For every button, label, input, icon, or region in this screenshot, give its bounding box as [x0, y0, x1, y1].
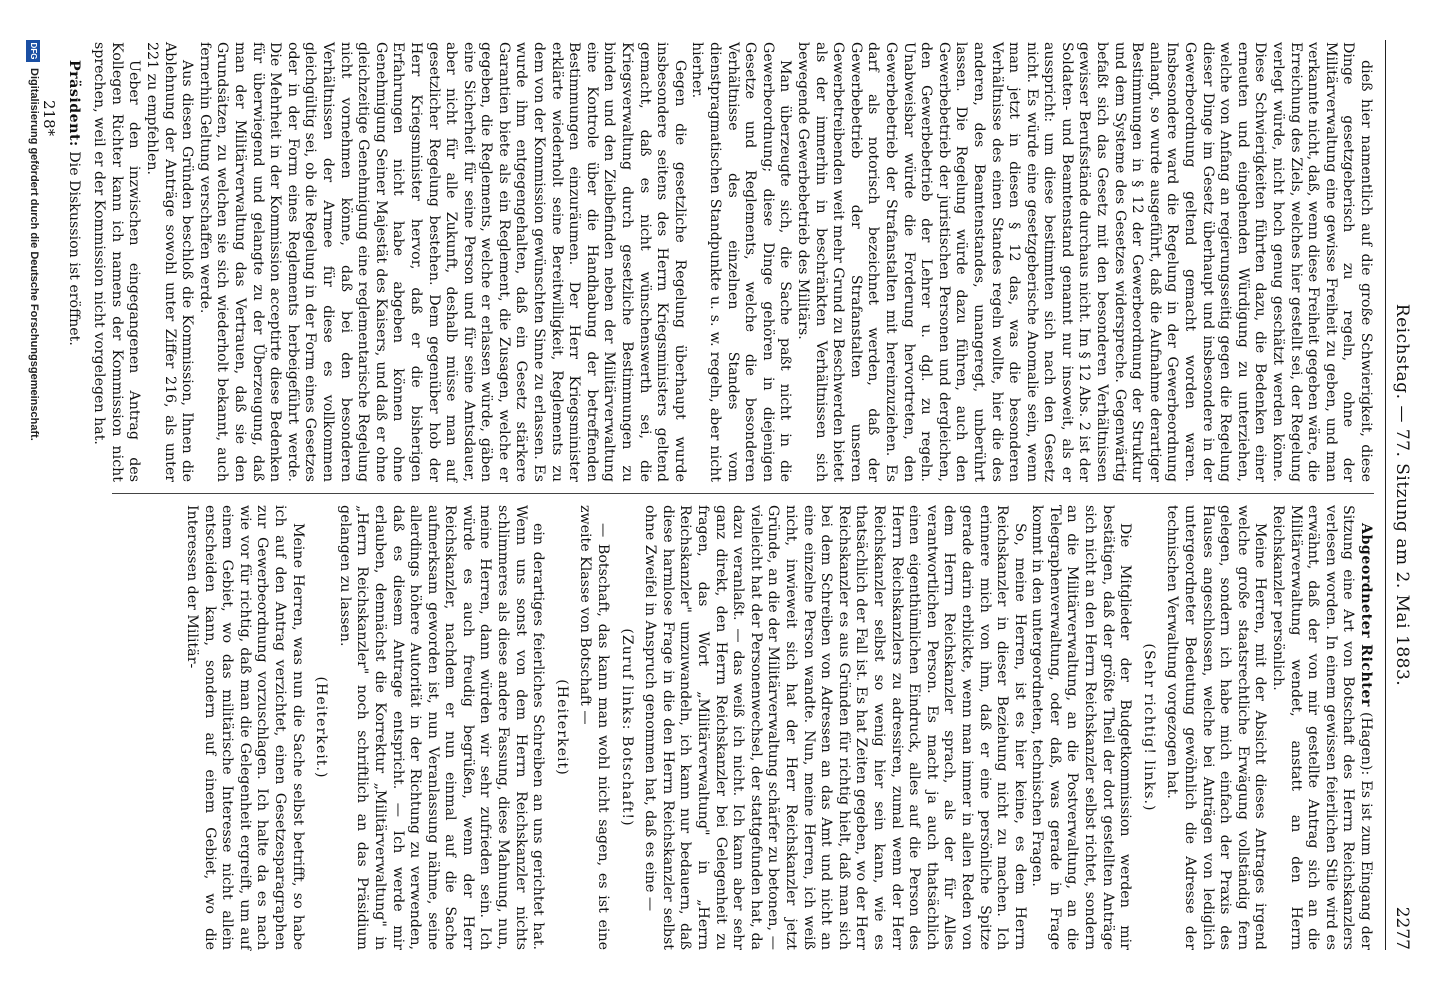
- left-paragraph-1: dieß hier namentlich auf die große Schwierigkeit, diese Dinge gesetzgeberisch zu regeln, ohne der Militärverwaltung eine gewisse Freiheit zu geben, und man verkannte nicht, daß, wenn diese Freiheit gegeben wäre, die Erreichung des Ziels, welches hier gestellt sei, der Regelung verlegt würde, nicht hoch genug geschätzt werden könne. Diese Schwierigkeiten führten dazu, die Bedenken einer erneuten und eingehenden Würdigung zu unterziehen, welche von Anfang an regierungsseitig gegen die Regelung dieser Dinge im Gesetz überhaupt und insbesondere in der Gewerbeordnung geltend gemacht worden waren. Insbesondere ward die Regelung in der Gewerbeordnung anlangt, so wurde ausgeführt, daß die Aufnahme derartiger Bestimmungen in § 12 der Gewerbeordnung der Struktur und dem Systeme des Gesetzes widerspreche. Gegenwärtig befaßt sich das Gesetz mit den besonderen Verhältnissen gewisser Berufsstände durchaus nicht. Im § 12 Abs. 2 ist der Soldaten- und Beamtenstand genannt nur insoweit, als er ausspricht: um diese bestimmten sich nach den Gesetz nicht. Es würde eine gesetzgeberische Anomalie sein, wenn man jetzt in diesen § 12 das, was die besonderen Verhältnisse des einen Standes regeln wollte, hier die des anderen, des Beamtenstandes, unangeregt, unberührt lassen. Die Regelung würde dazu führen, auch den Gewerbebetrieb der juristischen Personen und dergleichen, den Gewerbebetrieb der Lehrer u. dgl. zu regeln. Unabweisbar würde die Forderung hervortreten, den Gewerbebetrieb der Strafanstalten mit hereinzuziehen. Es darf als notorisch bezeichnet werden, daß der Gewerbebetrieb der Strafanstalten unseren Gewerbetreibenden weit mehr Grund zu Beschwerden bietet als der immerhin in beschränkten Verhältnissen sich bewegende Gewerbebetrieb des Militärs.: [795, 42, 1374, 482]
- digitization-note: Digitalisierung gefördert durch die Deutsche Forschungsgemeinschaft.: [28, 68, 40, 441]
- interjection-1: (Sehr richtig! links.): [1140, 643, 1157, 812]
- right-paragraph-11: Meine Herren, was nun die Sache selbst betrifft, so habe ich auf den Antrag verzichtet, einen Gesetzesparagraphen zur Gewerbeordnung vorzuschlagen. Ich halte da es nach wie vor für richtig, daß man die Gelegenheit ergreift, um auf einem Gebiet, wo das militärische Interesse nicht allein entscheiden kann, sondern auf einem Gebiet, wo die Interessen der Militär-: [184, 505, 306, 950]
- left-column: [65, 42, 1374, 482]
- interjection-3: (Heiterkeit): [553, 679, 570, 776]
- president-text: Die Diskussion ist eröffnet.: [65, 151, 82, 346]
- left-paragraph-2: Man überzeugte sich, die Sache paßt nicht in die Gewerbeordnung; diese Dinge gehören in diejenigen Gesetze und Reglements, welche die besonderen Verhältnisse des einzelnen Standes vom dienstpragmatischen Standpunkte u. s. w. regeln, aber nicht hierher.: [689, 42, 794, 482]
- page-title: Reichstag. — 77. Sitzung am 2. Mai 1883.: [1392, 303, 1412, 687]
- page-header: [1385, 40, 1414, 950]
- president-statement: [64, 42, 82, 482]
- column-divider: [112, 493, 1374, 494]
- left-paragraph-4: Aus diesen Gründen beschloß die Kommission, Ihnen die Ablehnung der Anträge sowohl unter Ziffer 216, als unter 221 zu empfehlen.: [144, 42, 196, 482]
- dfg-logo-icon: DFG: [26, 40, 40, 62]
- left-paragraph-3: Gegen die gesetzliche Regelung überhaupt wurde insbesondere seitens des Herrn Kriegsministers geltend gemacht, daß es nicht wünschenswerth sei, die Kriegsverwaltung durch gesetzliche Bestimmungen zu binden und den Zielbefinden neben der Militärverwaltung eine Kontrole über die Handhabung der betreffenden Bestimmungen einzuräumen. Der Herr Kriegsminister erklärte wiederholt seine Bereitwilligkeit, Reglements zu dem von der Kommission gewünschten Sinne zu erlassen. Es wurde ihm entgegengehalten, daß ein Gesetz stärkere Garantien biete als ein Reglement, die Zusagen, welche er gegeben, die Reglements, welche er erlassen würde, gäben eine Sicherheit für seine Person und für seine Amtsdauer, aber nicht für alle Zukunft, deshalb müsse man auf gesetzlicher Regelung bestehen. Dem gegenüber hob der Herr Kriegsminister hervor, daß er die bisherigen Erfahrungen nicht habe abgeben können ohne Genehmigung Seiner Majestät des Kaisers, und daß er ohne gleichzeitige Genehmigung eine reglementarische Regelung nicht vornehmen könne, daß bei den besonderen Verhältnissen der Armee für diese es vollkommen gleichgültig sei, ob die Regelung in der Form eines Gesetzes oder in der Form eines Reglements herbeigeführt werde. Die Mehrheit in der Kommission acceptirte diese Bedenken für überwiegend und gelangte zu der Überzeugung, daß man der Militärverwaltung das Vertrauen, daß sie den Grundsätzen, zu welchen sie sich wiederholt bekannt, auch fernerhin Geltung verschaffen werde.: [196, 42, 688, 482]
- page-number: 2277: [1392, 906, 1412, 950]
- right-paragraph-1: (Hagen): Es ist zum Eingang der Sitzung eine Art von Botschaft des Herrn Reichskanzlers verlesen worden. In einem gewissen feierlichen Stile wird es erwähnt, daß der von mir gestellte Antrag sich an die Militärverwaltung wendet, anstatt an den Herrn Reichskanzler persönlich.: [1270, 505, 1374, 950]
- interjection-4: (Heiterkeit.): [313, 676, 330, 779]
- right-paragraph-9: ein derartiges feierliches Schreiben an uns gerichtet hat. Wenn uns sonst von dem Herrn Reichskanzler nichts schlimmeres als diese andere Fassung, diese Mahnung, nun, meine Herren, dann würden wir sehr zufrieden sein. Ich würde es auch freudig begrüßen, wenn der Herr Reichskanzler, nachdem er nun einmal auf die Sache aufmerksam geworden ist, nun Veranlassung nähme, seine allerdings höhere Autorität in der Richtung zu verwenden, daß es diesem Antrage entspricht. — Ich werde mir erlauben, demnächst die Korrektur „Militärverwaltung" in „Herrn Reichskanzler" noch schriftlich an das Präsidium gelangen zu lassen.: [336, 505, 547, 950]
- right-paragraph-2: Meine Herren, mit der Absicht dieses Antrages irgend welche große staatsrechtliche Erwägung vollständig fern gelegen, sondern ich habe mich einfach der Praxis des Hauses angeschlossen, welche bei Anträgen von lediglich untergeordneter Bedeutung gewöhnlich die Adresse der technischen Verwaltung vorgezogen hat.: [1164, 505, 1269, 950]
- right-paragraph-4: Die Mitglieder der Budgetkommission werden mir bestätigen, daß der größte Theil der dort gestellten Anträge sich nicht an den Herrn Reichskanzler selbst richtet, sondern an die Militärverwaltung, an die Postverwaltung, an die Telegraphenverwaltung, oder daß, was gerade in Frage kommt in den untergeordneten, technischen Fragen.: [1029, 505, 1134, 950]
- interjection-2: (Zuruf links: Botschaft!): [618, 628, 635, 827]
- speaker-richter: Abgeordneter Richter: [1358, 523, 1374, 707]
- right-paragraph-5: So, meine Herren, ist es hier keine, es dem Herrn Reichskanzler in dieser Beziehung nicht zu machen. Ich erinnere mich von ihm, daß er eine persönliche Spitze gerade darin erblickte, wenn man immer in allen Reden von dem Herrn Reichskanzler sprach, als der für Alles verantwortlichen Person. Es macht ja auch thatsächlich einen eigenthümlichen Eindruck, alles auf die Person des Herrn Reichskanzlers zu adressiren, zumal wenn der Herr Reichskanzler selbst so wenig hier sein kann, wie es thatsächlich der Fall ist. Es hat Zeiten gegeben, wo der Herr Reichskanzler es aus Gründen für richtig hielt, daß man sich bei dem Schreiben von Adressen an das Amt und nicht an eine einzelne Person wandte. Nun, meine Herren, ich weiß nicht, inwieweit sich hat der Herr Reichskanzler jetzt Gründe, an die der Militärverwaltung schärfer zu betonen, — vielleicht hat der Personenwechsel, der stattgefunden hat, da dazu veranlaßt. — das weiß ich nicht. Ich kann aber sehr ganz direkt, den Herrn Reichskanzler bei Gelegenheit zu fragen, das Wort „Militärverwaltung" in „Herrn Reichskanzler" umzuwandeln, ich kann nur bedauern, daß diese harmlose Frage in die den Herrn Reichskanzler selbst ohne Zweifel in Anspruch genommen hat, daß es eine —: [642, 505, 1028, 950]
- right-paragraph-7: — Botschaft, das kann man wohl nicht sagen, es ist eine zweite Klasse von Botschaft —: [577, 505, 612, 950]
- digitization-footer: [22, 40, 42, 960]
- left-paragraph-5: Ueber den inzwischen eingegangenen Antrag des Kollegen Richter kann ich namens der Kommission nicht sprechen, weil er der Kommission nicht vorgelegen hat.: [91, 42, 143, 482]
- speaker-president: Präsident:: [65, 60, 82, 147]
- signature-mark: 218*: [40, 100, 58, 137]
- speech-opening: [1268, 505, 1374, 950]
- right-column: [84, 505, 1374, 950]
